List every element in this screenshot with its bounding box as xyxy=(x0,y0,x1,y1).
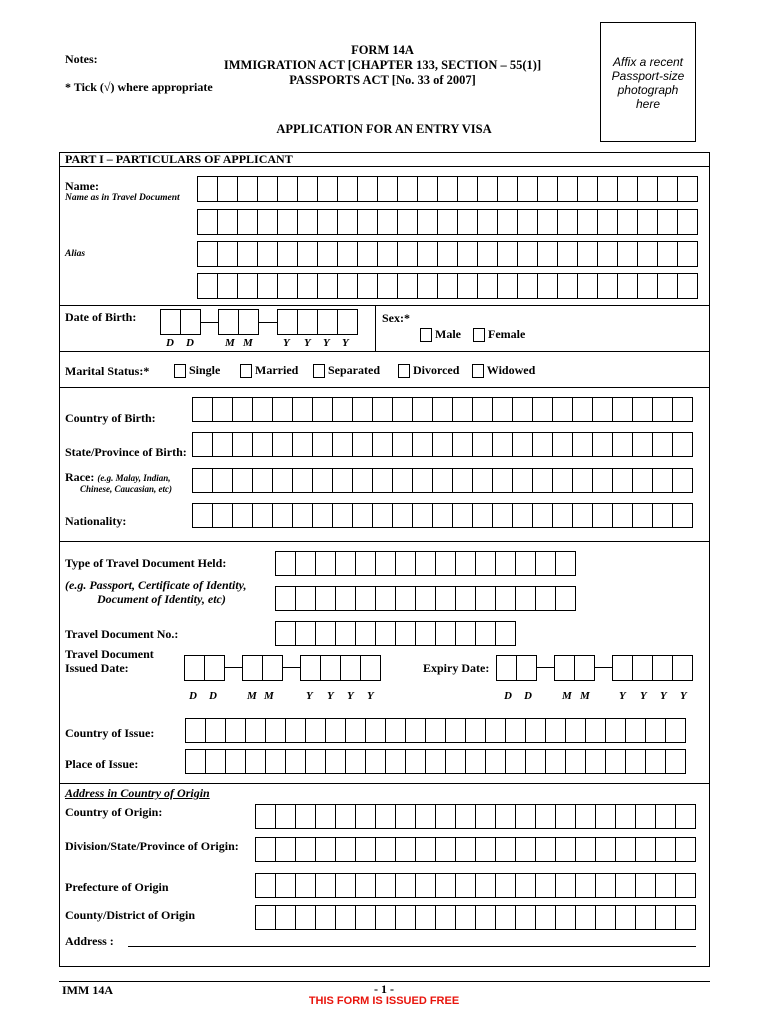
state-of-birth-field[interactable] xyxy=(192,432,692,457)
expiry-m2: M xyxy=(580,690,590,702)
state-of-birth-label: State/Province of Birth: xyxy=(65,445,187,459)
notes-label: Notes: xyxy=(65,52,98,66)
married-label: Married xyxy=(255,363,299,377)
issued-y4: Y xyxy=(367,690,374,702)
expiry-separator xyxy=(537,667,554,668)
name-field-row2[interactable] xyxy=(197,209,697,235)
country-of-origin-label: Country of Origin: xyxy=(65,805,163,819)
dob-separator xyxy=(259,322,277,323)
race-example: (e.g. Malay, Indian, xyxy=(97,473,171,483)
separated-label: Separated xyxy=(328,363,380,377)
dob-y4: Y xyxy=(342,337,349,349)
name-sublabel: Name as in Travel Document xyxy=(65,193,180,203)
expiry-day-boxes[interactable] xyxy=(496,655,536,681)
dob-y2: Y xyxy=(304,337,311,349)
dob-separator xyxy=(201,322,218,323)
dob-y1: Y xyxy=(283,337,290,349)
divider xyxy=(375,305,376,351)
divider xyxy=(59,541,710,542)
issued-d1: D xyxy=(189,690,197,702)
issued-month-boxes[interactable] xyxy=(242,655,282,681)
marital-widowed[interactable] xyxy=(472,363,535,378)
issued-day-boxes[interactable] xyxy=(184,655,224,681)
dob-year-boxes[interactable] xyxy=(277,309,357,335)
divorced-checkbox[interactable] xyxy=(398,364,410,378)
widowed-checkbox[interactable] xyxy=(472,364,484,378)
free-notice: THIS FORM IS ISSUED FREE xyxy=(308,995,460,1007)
country-of-origin-field[interactable] xyxy=(255,804,695,829)
dob-day-boxes[interactable] xyxy=(160,309,200,335)
issued-m2: M xyxy=(264,690,274,702)
place-of-issue-field[interactable] xyxy=(185,749,685,774)
sex-female-option[interactable] xyxy=(473,327,525,342)
country-of-issue-label: Country of Issue: xyxy=(65,726,155,740)
alias-label: Alias xyxy=(65,249,86,259)
issued-y2: Y xyxy=(327,690,334,702)
part1-heading: PART I – PARTICULARS OF APPLICANT xyxy=(65,152,293,166)
address-input-line[interactable] xyxy=(128,946,696,947)
county-origin-field[interactable] xyxy=(255,905,695,930)
single-checkbox[interactable] xyxy=(174,364,186,378)
expiry-y3: Y xyxy=(660,690,667,702)
issued-m1: M xyxy=(247,690,257,702)
page-number: - 1 - xyxy=(374,982,394,996)
expiry-date-label: Expiry Date: xyxy=(423,661,490,675)
female-checkbox[interactable] xyxy=(473,328,485,342)
travel-doc-no-label: Travel Document No.: xyxy=(65,627,179,641)
dob-d2: D xyxy=(186,337,194,349)
female-label: Female xyxy=(488,327,526,341)
issued-separator xyxy=(225,667,242,668)
alias-field-row2[interactable] xyxy=(197,273,697,299)
passports-act: PASSPORTS ACT [No. 33 of 2007] xyxy=(289,73,476,87)
dob-month-boxes[interactable] xyxy=(218,309,258,335)
country-of-birth-label: Country of Birth: xyxy=(65,411,156,425)
race-field[interactable] xyxy=(192,468,692,493)
travel-doc-type-label: Type of Travel Document Held: xyxy=(65,556,227,570)
prefecture-origin-label: Prefecture of Origin xyxy=(65,880,169,894)
form-code: IMM 14A xyxy=(62,983,113,997)
race-label xyxy=(65,470,171,485)
male-checkbox[interactable] xyxy=(420,328,432,342)
dob-label: Date of Birth: xyxy=(65,310,137,324)
issued-separator xyxy=(283,667,300,668)
expiry-y1: Y xyxy=(619,690,626,702)
marital-married[interactable] xyxy=(240,363,298,378)
nationality-field[interactable] xyxy=(192,503,692,528)
address-label: Address : xyxy=(65,934,114,948)
dob-y3: Y xyxy=(323,337,330,349)
expiry-y2: Y xyxy=(640,690,647,702)
issued-year-boxes[interactable] xyxy=(300,655,380,681)
division-origin-field[interactable] xyxy=(255,837,695,862)
issued-date-label-2: Issued Date: xyxy=(65,661,129,675)
dob-m1: M xyxy=(225,337,235,349)
marital-single[interactable] xyxy=(174,363,220,378)
issued-y1: Y xyxy=(306,690,313,702)
issued-date-label-1: Travel Document xyxy=(65,647,154,661)
travel-doc-type-field-row2[interactable] xyxy=(275,586,575,611)
divider xyxy=(59,783,710,784)
travel-doc-type-field-row1[interactable] xyxy=(275,551,575,576)
race-label-text: Race: xyxy=(65,470,95,484)
dob-d1: D xyxy=(166,337,174,349)
divider xyxy=(59,305,710,306)
separated-checkbox[interactable] xyxy=(313,364,325,378)
divider xyxy=(59,387,710,388)
page-title: APPLICATION FOR AN ENTRY VISA xyxy=(276,122,492,136)
country-of-birth-field[interactable] xyxy=(192,397,692,422)
form-title-block xyxy=(220,43,545,88)
marital-label: Marital Status:* xyxy=(65,364,150,378)
race-example-2: Chinese, Caucasian, etc) xyxy=(80,484,173,494)
divider xyxy=(59,351,710,352)
male-label: Male xyxy=(435,327,461,341)
expiry-d2: D xyxy=(524,690,532,702)
expiry-separator xyxy=(595,667,612,668)
expiry-y4: Y xyxy=(680,690,687,702)
prefecture-origin-field[interactable] xyxy=(255,873,695,898)
form-number: FORM 14A xyxy=(351,43,414,57)
issued-d2: D xyxy=(209,690,217,702)
immigration-act: IMMIGRATION ACT [CHAPTER 133, SECTION – 55(1)] xyxy=(223,58,542,72)
county-origin-label: County/District of Origin xyxy=(65,908,195,922)
name-field-row1[interactable] xyxy=(197,176,697,202)
expiry-year-boxes[interactable] xyxy=(612,655,692,681)
travel-doc-example-1: (e.g. Passport, Certificate of Identity, xyxy=(65,578,247,592)
sex-label: Sex:* xyxy=(382,311,410,325)
issued-y3: Y xyxy=(347,690,354,702)
divorced-label: Divorced xyxy=(413,363,460,377)
expiry-month-boxes[interactable] xyxy=(554,655,594,681)
expiry-m1: M xyxy=(562,690,572,702)
address-origin-heading: Address in Country of Origin xyxy=(65,786,210,800)
travel-doc-no-field[interactable] xyxy=(275,621,515,646)
tick-note: * Tick (√) where appropriate xyxy=(65,80,213,94)
dob-m2: M xyxy=(243,337,253,349)
alias-field-row1[interactable] xyxy=(197,241,697,267)
single-label: Single xyxy=(189,363,221,377)
married-checkbox[interactable] xyxy=(240,364,252,378)
country-of-issue-field[interactable] xyxy=(185,718,685,743)
travel-doc-example-2: Document of Identity, etc) xyxy=(97,592,226,606)
photo-instruction: Affix a recent Passport-size photograph here xyxy=(611,55,685,111)
expiry-d1: D xyxy=(504,690,512,702)
marital-separated[interactable] xyxy=(313,363,380,378)
sex-male-option[interactable] xyxy=(420,327,461,342)
place-of-issue-label: Place of Issue: xyxy=(65,757,139,771)
widowed-label: Widowed xyxy=(486,363,536,377)
marital-divorced[interactable] xyxy=(398,363,459,378)
division-origin-label: Division/State/Province of Origin: xyxy=(65,839,239,853)
name-label: Name: xyxy=(65,179,99,193)
nationality-label: Nationality: xyxy=(65,514,127,528)
